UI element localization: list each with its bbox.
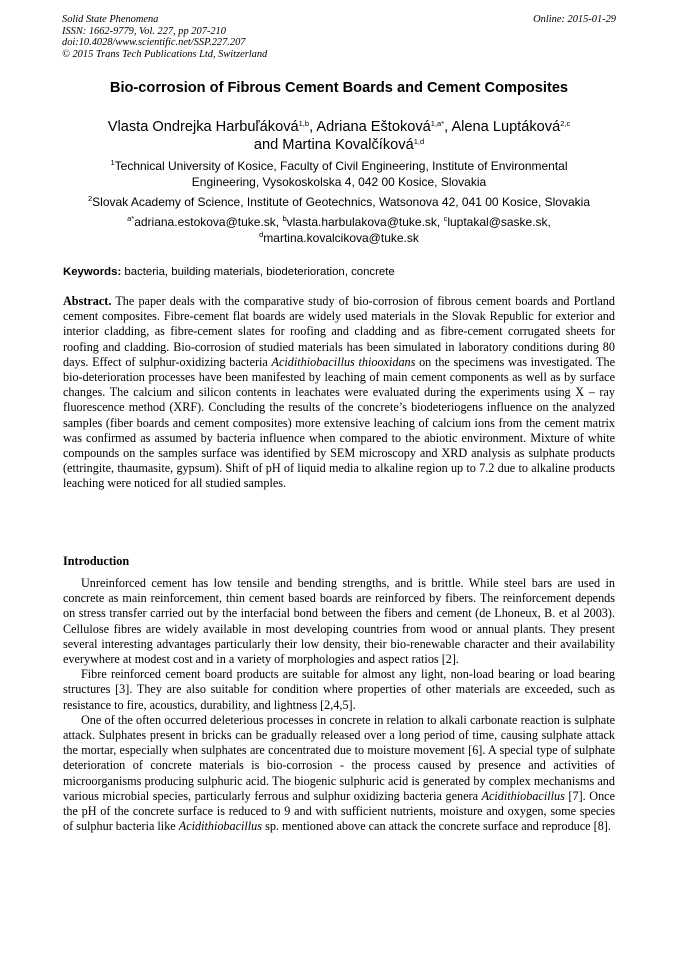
keywords-label: Keywords: — [63, 266, 122, 278]
paragraph: Fibre reinforced cement board products are suitable for almost any light, non-load bearing or load bearing structures [3]. They are also suitable for condition where properties of other materials are exceeded, such as resistance to fire, acoustics, durability, and lightness [2,4,5]. — [63, 667, 615, 712]
email-list: $^{a*}$adriana.estokova@tuke.sk, $^b$vlasta.harbulakova@tuke.sk, $^c$luptakal@saske.sk, $^d$martina.kovalcikova@tuke.sk — [127, 214, 551, 245]
author-name: Vlasta Ondrejka Harbuľáková — [107, 119, 299, 135]
author-list: Vlasta Ondrejka Harbuľáková$^{1,b}$, Adriana Eštoková$^{1,a*}$, Alena Luptáková$^{2,c}$ and Martina Kovalčíková$^{1,d}$ — [107, 119, 571, 153]
journal-copyright: © 2015 Trans Tech Publications Ltd, Switzerland — [62, 48, 268, 60]
email-link[interactable]: luptakal@saske.sk, — [447, 215, 551, 229]
author-name: Adriana Eštoková — [316, 119, 431, 135]
introduction-body — [63, 576, 615, 834]
online-date: Online: 2015-01-29 — [533, 14, 616, 25]
journal-doi: doi:10.4028/www.scientific.net/SSP.227.207 — [62, 37, 246, 48]
author-name: Martina Kovalčíková — [282, 137, 414, 153]
keywords — [63, 266, 623, 278]
abstract: Abstract. The paper deals with the comparative study of bio-corrosion of fibrous cement boards and Portland cement composites. Fibre-cement flat boards are widely used materials in the Slovak Republic for exterior and interior cladding, as fibre-cement slates for roofing and cladding and as fibre-cement corrugated sheets for roofing and cladding. Bio-corrosion of studied materials has been simulated in laboratory conditions during 80 days. Effect of sulphur-oxidizing bacteria Acidithiobacillus thiooxidans on the specimens was investigated. The bio-deterioration processes have been manifested by leaching of main cement components as well as by surface changes. The calcium and silicon contents in leachates were evaluated during the experiments using X – ray fluorescence method (XRF). Concluding the results of the concrete’s biodeteriogens influence on the analyzed samples (fiber boards and cement composites) more extensive leaching of calcium ions from the cement matrix was confirmed as assumed by bacteria influence when compared to the abiotic environment. Mixture of white compounds on the samples surface was identified by SEM microscopy and XRD analysis as sulphate products (ettringite, thaumasite, gypsum). Shift of pH of liquid media to alkaline region up to 7.2 due to alkaline products leaching were noticed for all studied samples. — [63, 294, 615, 491]
author-name: Alena Luptáková — [451, 119, 561, 135]
journal-header — [62, 14, 267, 60]
email-link[interactable]: vlasta.harbulakova@tuke.sk — [286, 215, 437, 229]
author-affiliation-mark: 1,b — [298, 119, 310, 128]
keywords-text: bacteria, building materials, biodeterioration, concrete — [121, 266, 395, 278]
author-affiliation-mark: 1,d — [413, 137, 425, 146]
email-link[interactable]: martina.kovalcikova@tuke.sk — [263, 231, 419, 245]
author-affiliation-mark: 2,c — [560, 119, 571, 128]
paper-title: Bio-corrosion of Fibrous Cement Boards and Cement Composites — [109, 80, 569, 96]
abstract-label: Abstract. — [63, 294, 112, 308]
species-name: Acidithiobacillus thiooxidans — [271, 354, 416, 369]
paragraph: One of the often occurred deleterious processes in concrete in relation to alkali carbonate reaction is sulphate attack. Sulphates present in bricks can be gradually released over a long period of time, causing sulphate attack the mortar, especially when sulphates are concentrated due to moisture movement [6]. A special type of sulphate deterioration of concrete materials is bio-corrosion - the process caused by presence and activities of microorganisms producing sulphuric acid. The biogenic sulphuric acid is generated by complex mechanisms and various microbial species, particularly ferrous and sulphur oxidizing bacteria genera Acidithiobacillus [7]. Once the pH of the concrete surface is reduced to 9 and with sufficient nutrients, moisture and oxygen, some species of sulphur bacteria like Acidithiobacillus sp. mentioned above can attack the concrete surface and reproduce [8]. — [63, 712, 615, 834]
journal-issn: ISSN: 1662-9779, Vol. 227, pp 207-210 — [62, 25, 226, 37]
affiliation-2: $^2$Slovak Academy of Science, Institute of Geotechnics, Watsonova 42, 041 00 Kosice, Slovakia — [87, 194, 590, 209]
section-heading-introduction: Introduction — [63, 554, 130, 568]
affiliation-1: $^1$Technical University of Kosice, Faculty of Civil Engineering, Institute of Environmental Engineering, Vysokoskolska 4, 042 00 Kosice, Slovakia — [110, 158, 568, 189]
paragraph: Unreinforced cement has low tensile and bending strengths, and is brittle. While steel bars are used in concrete as main reinforcement, thin cement based boards are reinforced by fibers. The reinforcement depends on stress transfer carried out by the interfacial bond between the fibers and cement (de Lhoneux, B. et al 2003). Cellulose fibres are widely available in most developing countries from wood or annual plants. They present several interesting advantages particularly their low density, their bio-renewable character and their availability everywhere at modest cost and in a variety of morphologies and aspect ratios [2]. — [63, 576, 615, 667]
journal-name: Solid State Phenomena — [62, 14, 159, 25]
email-link[interactable]: adriana.estokova@tuke.sk — [134, 215, 276, 229]
author-affiliation-mark: 1,a* — [430, 119, 445, 128]
